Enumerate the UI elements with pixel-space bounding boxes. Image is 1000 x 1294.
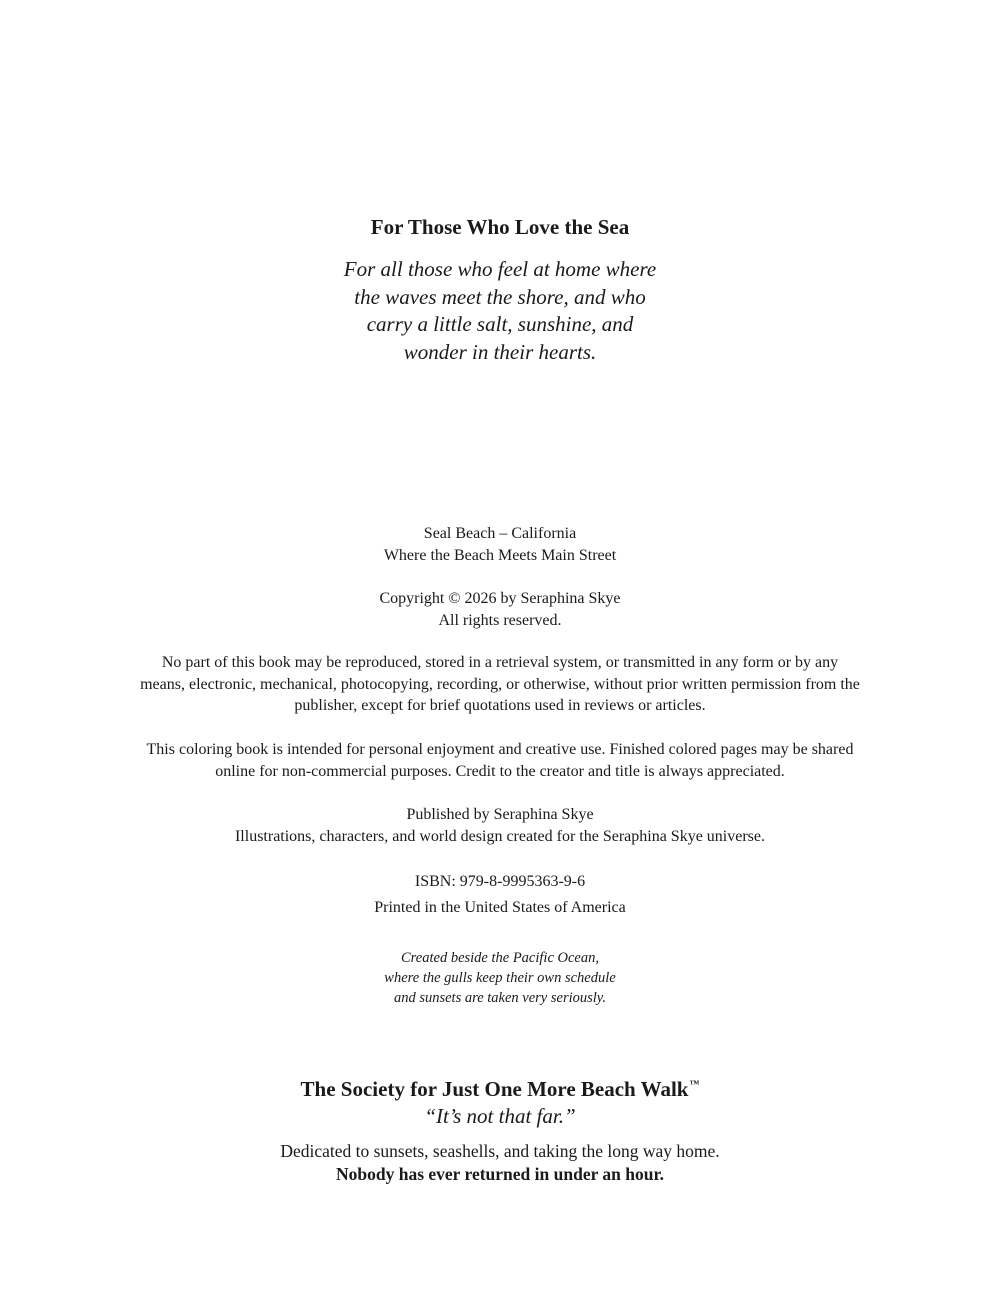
society-name: The Society for Just One More Beach Walk bbox=[300, 1077, 689, 1101]
colophon-line: Created beside the Pacific Ocean, bbox=[401, 950, 599, 966]
dedication-line: the waves meet the shore, and who bbox=[354, 284, 646, 309]
dedication-line: wonder in their hearts. bbox=[403, 339, 597, 364]
location-block bbox=[0, 523, 1000, 566]
legal-line: publisher, except for brief quotations used in reviews or articles. bbox=[294, 697, 706, 714]
legal-line: means, electronic, mechanical, photocopying, recording, or otherwise, without prior written permission from the bbox=[140, 675, 860, 693]
colophon-line: and sunsets are taken very seriously. bbox=[393, 990, 607, 1006]
colophon bbox=[0, 948, 1000, 1008]
dedication-line: carry a little salt, sunshine, and bbox=[366, 312, 634, 336]
copyright-block bbox=[0, 588, 1000, 631]
location-tagline: Where the Beach Meets Main Street bbox=[383, 546, 617, 564]
dedication-title: For Those Who Love the Sea bbox=[370, 215, 630, 239]
rights-reserved: All rights reserved. bbox=[438, 611, 562, 629]
trademark-symbol: ™ bbox=[689, 1079, 700, 1090]
dedication-text bbox=[0, 256, 1000, 366]
copyright-notice: Copyright © 2026 by Seraphina Skye bbox=[379, 590, 621, 607]
published-by: Published by Seraphina Skye bbox=[406, 806, 594, 823]
isbn: ISBN: 979-8-9995363-9-6 bbox=[414, 873, 586, 890]
legal-line: online for non-commercial purposes. Credit to the creator and title is always appreciated. bbox=[215, 762, 785, 780]
legal-line: No part of this book may be reproduced, stored in a retrieval system, or transmitted in any form or by any bbox=[161, 654, 839, 671]
society-motto: “It’s not that far.” bbox=[424, 1104, 576, 1128]
reproduction-notice bbox=[0, 652, 1000, 717]
legal-line: This coloring book is intended for personal enjoyment and creative use. Finished colored pages may be shared bbox=[146, 741, 854, 758]
publisher-block bbox=[0, 804, 1000, 847]
society-description: Dedicated to sunsets, seashells, and taking the long way home. bbox=[280, 1141, 720, 1161]
publisher-credits: Illustrations, characters, and world design created for the Seraphina Skye universe. bbox=[234, 827, 766, 845]
colophon-line: where the gulls keep their own schedule bbox=[384, 970, 616, 986]
usage-notice bbox=[0, 739, 1000, 782]
dedication-line: For all those who feel at home where bbox=[343, 257, 657, 281]
society-description-block bbox=[0, 1140, 1000, 1186]
printed-in: Printed in the United States of America bbox=[374, 899, 626, 916]
society-closing: Nobody has ever returned in under an hour. bbox=[335, 1164, 665, 1184]
society-title bbox=[0, 1077, 1000, 1102]
print-info-block bbox=[0, 869, 1000, 921]
location-place: Seal Beach – California bbox=[423, 525, 577, 542]
